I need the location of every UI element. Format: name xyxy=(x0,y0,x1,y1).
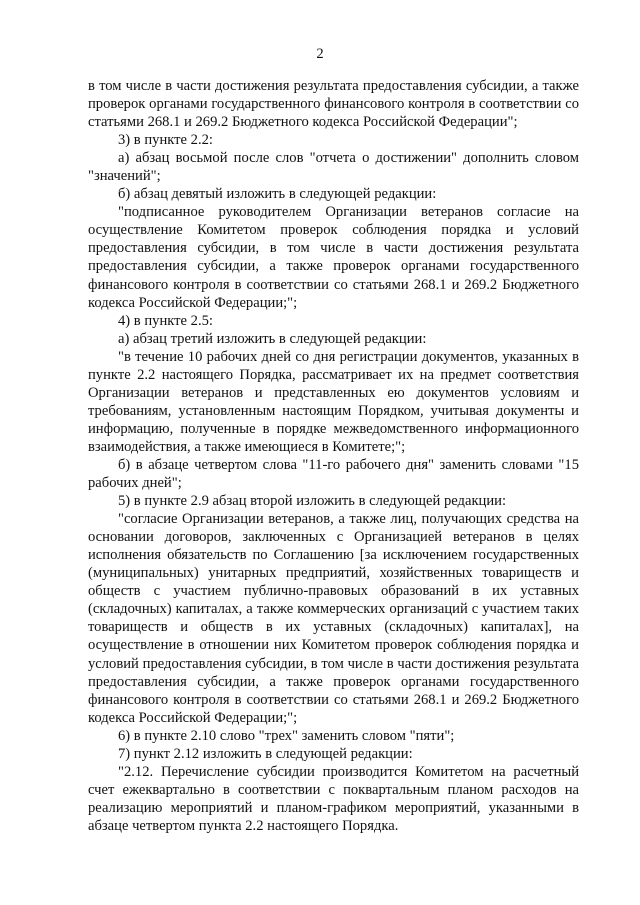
paragraph-continuation: в том числе в части достижения результата предоставления субсидии, а также проверок органами государственного финансового контроля в соответствии со статьями 268.1 и 269.2 Бюджетного кодекса Российской Федерации"; xyxy=(88,78,579,131)
paragraph-item-7: 7) пункт 2.12 изложить в следующей редакции: xyxy=(118,745,413,762)
paragraph-subitem-4b: б) в абзаце четвертом слова "11-го рабочего дня" заменить словами "15 рабочих дней"; xyxy=(88,456,579,492)
paragraph-item-6: 6) в пункте 2.10 слово "трех" заменить словом "пяти"; xyxy=(118,727,455,744)
document-body xyxy=(88,77,579,835)
paragraph-quote-transfer: "2.12. Перечисление субсидии производится Комитетом на расчетный счет ежеквартально в соответствии с поквартальным планом расходов на реализацию мероприятий и планом-графиком мероприятий, указанными в абзаце четвертом пункта 2.2 настоящего Порядка. xyxy=(88,763,579,834)
page-number: 2 xyxy=(316,46,324,62)
paragraph-item-3: 3) в пункте 2.2: xyxy=(118,132,213,149)
paragraph-quote-agreement: "согласие Организации ветеранов, а также лиц, получающих средства на основании договоров, заключенных с Организацией ветеранов в целях исполнения обязательств по Соглашению [за исключением государственных (муниципальных) унитарных предприятий, хозяйственных товариществ и обществ с участием публично-правовых образований в их уставных (складочных) капиталах, а также коммерческих организаций с участием таких товариществ и обществ в их уставных (складочных) капиталах], на осуществление в отношении них Комитетом проверок соблюдения порядка и условий предоставления субсидии, в том числе в части достижения результата предоставления субсидии, а также проверок органами государственного финансового контроля в соответствии со статьями 268.1 и 269.2 Бюджетного кодекса Российской Федерации;"; xyxy=(88,511,579,726)
paragraph-subitem-4a: а) абзац третий изложить в следующей редакции: xyxy=(118,330,427,347)
paragraph-item-4: 4) в пункте 2.5: xyxy=(118,312,213,329)
paragraph-item-5: 5) в пункте 2.9 абзац второй изложить в следующей редакции: xyxy=(118,493,507,510)
paragraph-subitem-3b: б) абзац девятый изложить в следующей редакции: xyxy=(118,186,437,203)
paragraph-quote-review: "в течение 10 рабочих дней со дня регистрации документов, указанных в пункте 2.2 настоящего Порядка, рассматривает их на предмет соответствия Организации ветеранов и представленных ею документов условиям и требованиям, установленным настоящим Порядком, учитывая документы и информацию, полученные в порядке межведомственного информационного взаимодействия, а также имеющиеся в Комитете;"; xyxy=(88,348,579,455)
paragraph-quote-consent: "подписанное руководителем Организации ветеранов согласие на осуществление Комитетом проверок соблюдения порядка и условий предоставления субсидии, в том числе в части достижения результата предоставления субсидии, а также проверок органами государственного финансового контроля в соответствии со статьями 268.1 и 269.2 Бюджетного кодекса Российской Федерации;"; xyxy=(88,204,579,311)
paragraph-subitem-3a: а) абзац восьмой после слов "отчета о достижении" дополнить словом "значений"; xyxy=(88,150,579,185)
